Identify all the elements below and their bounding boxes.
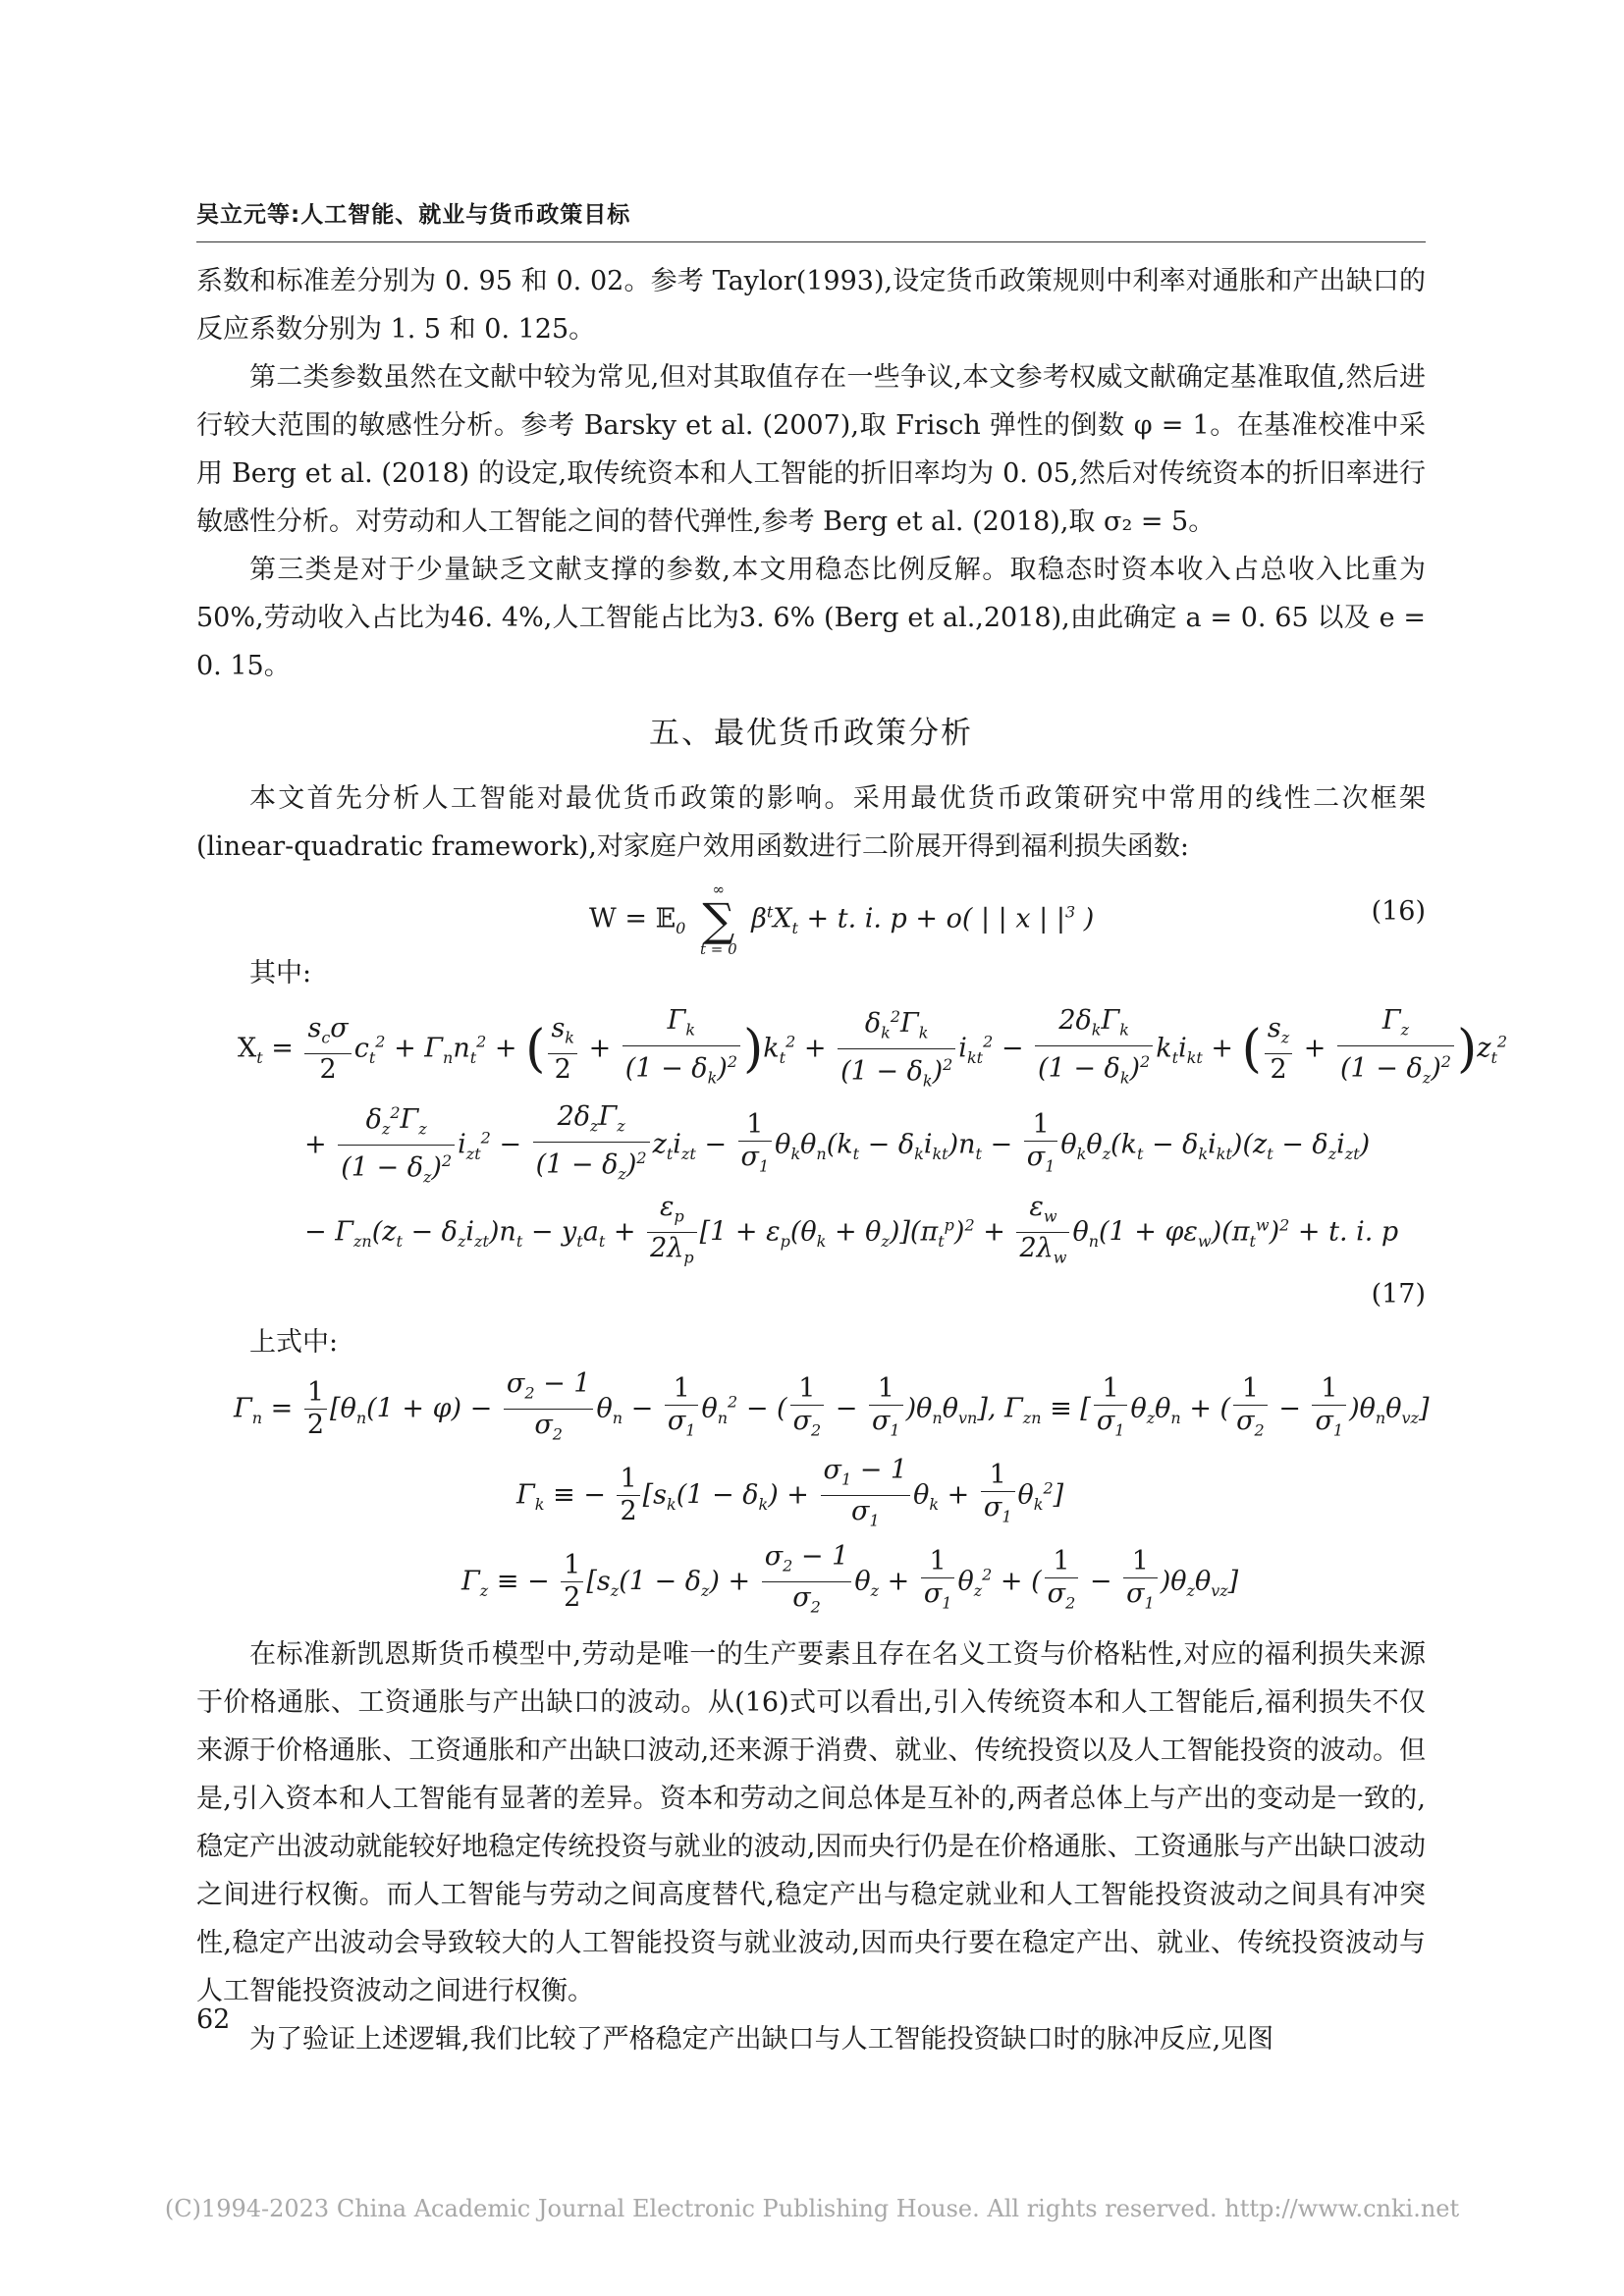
paragraph-5: 在标准新凯恩斯货币模型中,劳动是唯一的生产要素且存在名义工资与价格粘性,对应的福利损失来源于价格通胀、工资通胀与产出缺口的波动。从(16)式可以看出,引入传统资本和人工智能后,福利损失不仅来源于价格通胀、工资通胀和产出缺口波动,还来源于消费、就业、传统投资以及人工智能投资的波动。但是,引入资本和人工智能有显著的差异。资本和劳动之间总体是互补的,两者总体上与产出的变动是一致的,稳定产出波动就能较好地稳定传统投资与就业的波动,因而央行仍是在价格通胀、工资通胀与产出缺口波动之间进行权衡。而人工智能与劳动之间高度替代,稳定产出与稳定就业和人工智能投资波动之间具有冲突性,稳定产出波动会导致较大的人工智能投资与就业波动,因而央行要在稳定产出、就业、传统投资波动与人工智能投资波动之间进行权衡。 [196,1639,1426,2006]
equation-17: $X_t$ = $\frac{s_c\sigma}{2}$ $c_t^2 + \Gamma_nn_t^2$ + ( $\frac{s_k}{2}$ + $\frac{\Gamma_k}{(1 - \delta_k)^2}$ )$k_t^2$ + $\frac{\delta_k^2\Gamma_k}{(1 - \delta_k)^2}$ $i_{kt}^2$ − $\frac{2\delta_k\Gamma_k}{(1 - \delta_k)^2}$ $k_ti_{kt}$ + ( $\frac{s_z}{2}$ + $\frac{\Gamma_z}{(1 - \delta_z)^2}$ )$z_t^2$ + $\frac{\delta_z^2\Gamma_z}{(1 - \delta_z)^2}$ $i_{zt}^2$ − $\frac{2\delta_z\Gamma_z}{(1 - \delta_z)^2}$ $z_ti_{zt}$ − $\frac{1}{\sigma_1}$ $\theta_k\theta_n(k_t - \delta_ki_{kt})n_t$ − $\frac{1}{\sigma_1}$ $\theta_k\theta_z(k_t - \delta_ki_{kt})(z_t - \delta_zi_{zt})$ − $\Gamma_{zn}(z_t - \delta_zi_{zt})n_t - y_ta_t$ + $\frac{\varepsilon_p}{2\lambda_p}$ $[1 + \varepsilon_p(\theta_k + \theta_z)](\pi_t^p)^2$ + $\frac{\varepsilon_w}{2\lambda_w}$ $\theta_n(1 + \varphi\varepsilon_w)(\pi_t^w)^2 + t$. i. p (17) [196,996,1426,1320]
equation-16-number: (16) [1371,896,1426,927]
paragraph-1: 系数和标准差分别为 0. 95 和 0. 02。参考 Taylor(1993),设定货币政策规则中利率对通胀和产出缺口的反应系数分别为 1. 5 和 0. 125。 [196,266,1426,345]
copyright-watermark: (C)1994-2023 China Academic Journal Electronic Publishing House. All rights reserved. http://www.cnki.net [164,2195,1460,2222]
equation-17-number: (17) [1371,1279,1426,1309]
page-body [196,257,1508,2063]
section-title: 五、最优货币政策分析 [649,716,973,751]
label-shangshizhong: 上式中: [249,1327,339,1358]
label-qizhong: 其中: [249,958,312,988]
paragraph-4: 本文首先分析人工智能对最优货币政策的影响。采用最优货币政策研究中常用的线性二次框架(linear-quadratic framework),对家庭户效用函数进行二阶展开得到福利损失函数: [196,783,1426,862]
paragraph-2: 第二类参数虽然在文献中较为常见,但对其取值存在一些争议,本文参考权威文献确定基准取值,然后进行较大范围的敏感性分析。参考 Barsky et al. (2007),取 Frisch 弹性的倒数 φ = 1。在基准校准中采用 Berg et al. (2018) 的设定,取传统资本和人工智能的折旧率均为 0. 05,然后对传统资本的折旧率进行敏感性分析。对劳动和人工智能之间的替代弹性,参考 Berg et al. (2018),取 σ₂ = 5。 [196,362,1426,537]
paragraph-6: 为了验证上述逻辑,我们比较了严格稳定产出缺口与人工智能投资缺口时的脉冲反应,见图 [249,2024,1274,2055]
running-head-title: 吴立元等:人工智能、就业与货币政策目标 [196,202,631,228]
equation-gamma-definitions: $\Gamma_n$ = $\frac{1}{2}$ [$\theta_n(1 + \varphi)$ − $\frac{\sigma_2 - 1}{\sigma_2}$ $\theta_n$ − $\frac{1}{\sigma_1}$ $\theta_n^2$ − ( $\frac{1}{\sigma_2}$ − $\frac{1}{\sigma_1}$ )$\theta_n\theta_{vn}$], $\Gamma_{zn}$ ≡ [ $\frac{1}{\sigma_1}$ $\theta_z\theta_n$ + ( $\frac{1}{\sigma_2}$ − $\frac{1}{\sigma_1}$ )$\theta_n\theta_{vz}$] $\Gamma_k$ ≡ − $\frac{1}{2}$ [$s_k(1 - \delta_k)$ + $\frac{\sigma_1 - 1}{\sigma_1}$ $\theta_k$ + $\frac{1}{\sigma_1}$ $\theta_k^2$] $\Gamma_z$ ≡ − $\frac{1}{2}$ [$s_z(1 - \delta_z)$ + $\frac{\sigma_2 - 1}{\sigma_2}$ $\theta_z$ + $\frac{1}{\sigma_1}$ $\theta_z^2$ + ( $\frac{1}{\sigma_2}$ − $\frac{1}{\sigma_1}$ )$\theta_z\theta_{vz}$] [234,1368,1430,1617]
paragraph-3: 第三类是对于少量缺乏文献支撑的参数,本文用稳态比例反解。取稳态时资本收入占总收入比重为50%,劳动收入占比为46. 4%,人工智能占比为3. 6% (Berg et al.,2018),由此确定 a = 0. 65 以及 e = 0. 15。 [196,555,1426,681]
page-number: 62 [196,2004,231,2035]
equation-16: W = 𝔼$_0$ ∞ ∑ t = 0 $\beta^tX_t + t$. i. p + o( | | x | $|^3$ ) (16) [589,881,1426,958]
header-rule [196,241,1426,242]
